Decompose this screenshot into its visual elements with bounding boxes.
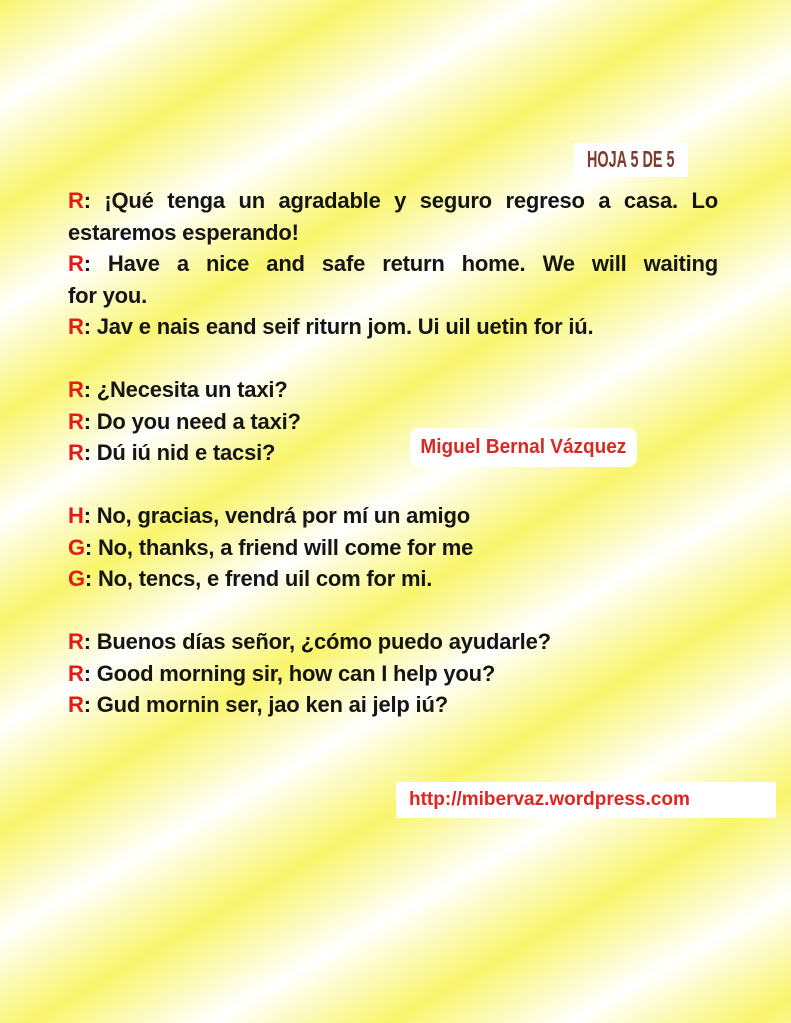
speaker-letter: G [68,566,85,591]
speaker-letter: H [68,503,84,528]
dialog-line [68,658,718,690]
sheet-number-badge [574,143,688,177]
dialog-line [68,500,718,532]
speaker-letter: R [68,629,84,654]
dialog-line-text: : Do you need a taxi? [83,408,301,434]
dialog-line-text: for you. [68,282,148,308]
dialog-line-text: : No, tencs, e frend uil com for mi. [84,566,433,591]
speaker-letter: R [68,692,84,717]
website-url-bar [396,782,776,818]
dialog-line [68,280,718,312]
dialog-line [68,248,718,280]
dialog-line-text: : Gud mornin ser, jao ken ai jelp iú? [83,692,448,717]
author-name-box [410,428,637,467]
dialog-line-text: : Jav e nais eand seif riturn jom. Ui uil uetin for iú. [83,314,594,339]
dialog-line-text: : Dú iú nid e tacsi? [83,440,276,465]
speaker-letter: R [68,440,84,465]
speaker-letter: R [68,251,84,276]
dialog-line [68,185,718,217]
dialog-line-text: : Buenos días señor, ¿cómo puedo ayudarle? [83,629,551,654]
dialog-line [68,532,718,564]
website-url-text: http://mibervaz.wordpress.com [409,789,690,810]
speaker-letter: R [68,188,84,213]
author-name-label: Miguel Bernal Vázquez [420,436,627,458]
speaker-letter: R [68,660,84,686]
speaker-letter: R [68,314,84,339]
dialog-line [68,217,718,249]
dialog-line [68,626,718,658]
dialog-section-4 [68,626,718,721]
dialog-line-text: : ¿Necesita un taxi? [83,377,288,402]
sheet-number-label: HOJA 5 DE 5 [587,146,675,173]
dialog-line-text: : No, thanks, a friend will come for me [84,534,474,560]
speaker-letter: R [68,408,84,434]
dialog-section-3 [68,500,718,595]
dialog-line [68,374,718,406]
dialog-line-text: : Good morning sir, how can I help you? [83,660,496,686]
dialog-line [68,311,718,343]
dialog-section-1 [68,185,718,343]
dialog-line-text: estaremos esperando! [68,219,299,245]
dialog-line [68,689,718,721]
speaker-letter: R [68,377,84,402]
dialog-line-text: : ¡Qué tenga un agradable y seguro regreso a casa. Lo [83,188,718,213]
dialog-line [68,563,718,595]
dialog-line-text: : No, gracias, vendrá por mí un amigo [83,503,470,528]
speaker-letter: G [68,534,85,560]
dialog-line-text: : Have a nice and safe return home. We will waiting [83,251,718,276]
